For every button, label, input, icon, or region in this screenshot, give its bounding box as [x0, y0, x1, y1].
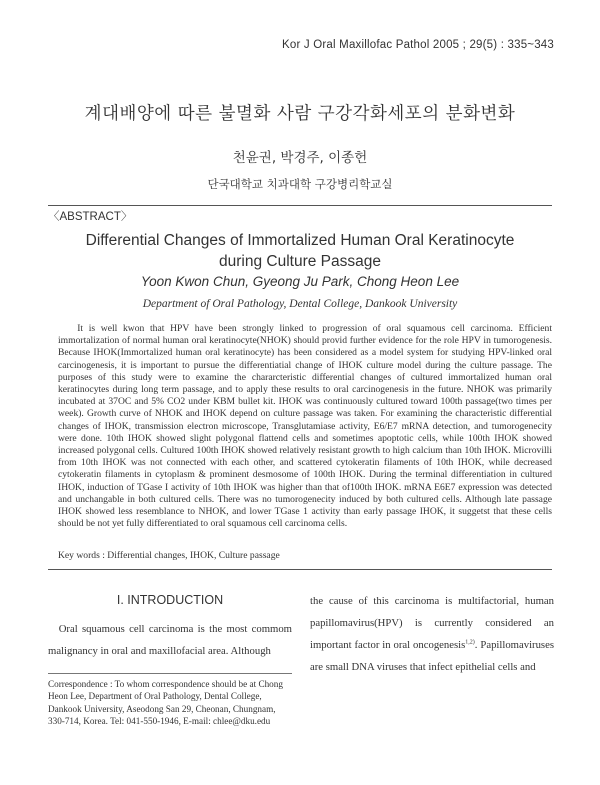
abstract-label: 〈ABSTRACT〉	[48, 211, 133, 223]
abstract-bottom-rule	[48, 569, 552, 570]
english-affiliation: Department of Oral Pathology, Dental College, Dankook University	[142, 298, 458, 310]
english-authors: Yoon Kwon Chun, Gyeong Ju Park, Chong Heon Lee	[140, 274, 460, 289]
right-text-after: . Papillomaviruses are small DNA viruses that infect epithelial cells and	[310, 639, 554, 673]
abstract-body	[58, 323, 552, 530]
introduction-right-text	[310, 590, 554, 678]
abstract-top-rule	[48, 205, 552, 206]
footnote-text: Correspondence : To whom correspondence should be at Chong Heon Lee, Department of Oral Pathology, Dental College, Dankook University, Aseodong San 29, Cheonan, Chungnam, 330-714, Korea. Tel: 041-550-1946, E-mail: chlee@dku.edu	[48, 679, 283, 726]
introduction-left-text: Oral squamous cell carcinoma is the most commom malignancy in oral and maxillofacial area. Although	[48, 623, 292, 657]
left-column	[48, 618, 292, 662]
korean-affiliation: 단국대학교 치과대학 구강병리학교실	[207, 177, 393, 191]
korean-authors: 천윤권, 박경주, 이종헌	[232, 150, 368, 166]
correspondence-footnote	[48, 678, 292, 727]
english-title-line-1: Differential Changes of Immortalized Human Oral Keratinocyte	[85, 232, 515, 249]
journal-reference: Kor J Oral Maxillofac Pathol 2005 ; 29(5) : 335~343	[282, 39, 554, 51]
english-title	[0, 230, 600, 272]
keywords: Key words : Differential changes, IHOK, Culture passage	[58, 550, 280, 561]
right-text-before: the cause of this carcinoma is multifactorial, human papillomavirus(HPV) is currently considered an important factor in oral oncogenesis	[310, 595, 554, 651]
footnote-rule	[48, 673, 292, 674]
korean-title: 계대배양에 따른 불멸화 사람 구강각화세포의 분화변화	[84, 104, 516, 124]
right-column	[310, 590, 554, 678]
abstract-paragraph: It is well kwon that HPV have been strongly linked to progression of oral squamous cell carcinoma. Efficient immortalization of normal human oral keratinocyte(NHOK) should provid further evidence for the role HPV in tumorogenesis. Because IHOK(Immortalized human oral keratinocyte) has been considered as a model system for studying HPV-linked oral carcinogenesis, it is important to pursue the differentiatial change of IHOK culture model during the culture passage. The purposes of this study were to examine the chararcteristic differential changes of cultured immortalized human oral keratinocytes during long term passage, and to apply these results to oral carcinogenesis in the future. NHOK was primarily incubated at 37OC and 5% CO2 under KBM bullet kit. IHOK was continuously cultured toward 100th passage(two times per week). Growth curve of NHOK and IHOK depend on culture passage was taken. For examining the characteristic differential changes of IHOK, transmission electron microscope, Transglutamiase activity, E6/E7 mRNA detection, and tumorogenecity were done. 10th IHOK showed slight polygonal flattend cells and sometimes apoptotic cells, while 100th IHOK showed increased polygonal cells. Cultured 100th IHOK showed relatively resistant growth to high calcium than 10th IHOK. Microvilli from 10th IHOK was not connected with each other, and scattered cytokeratin filaments of 10th IHOK, while decreased cytokeratin filaments in cytoplasm & prominent desmosome of 100th IHOK. During the terminal differentiation in cultured IHOK, induction of TGase I activity of 10th IHOK was higher than that of100th IHOK. mRNA E6E7 expression was detected and unchangable in both cultured cells. There was no tumorogenecity induced by both cultured cells. Although late passage IHOK showed less resemblance to NHOK, and lower TGase 1 activity than early passage IHOK, it suggetst that these cells should be not yet fully differentiated to oral squamous cell carcinoma cells.	[58, 323, 552, 530]
english-title-line-2: during Culture Passage	[219, 253, 381, 270]
introduction-heading: I. INTRODUCTION	[116, 593, 224, 607]
citation-superscript: 1,2)	[465, 639, 475, 646]
